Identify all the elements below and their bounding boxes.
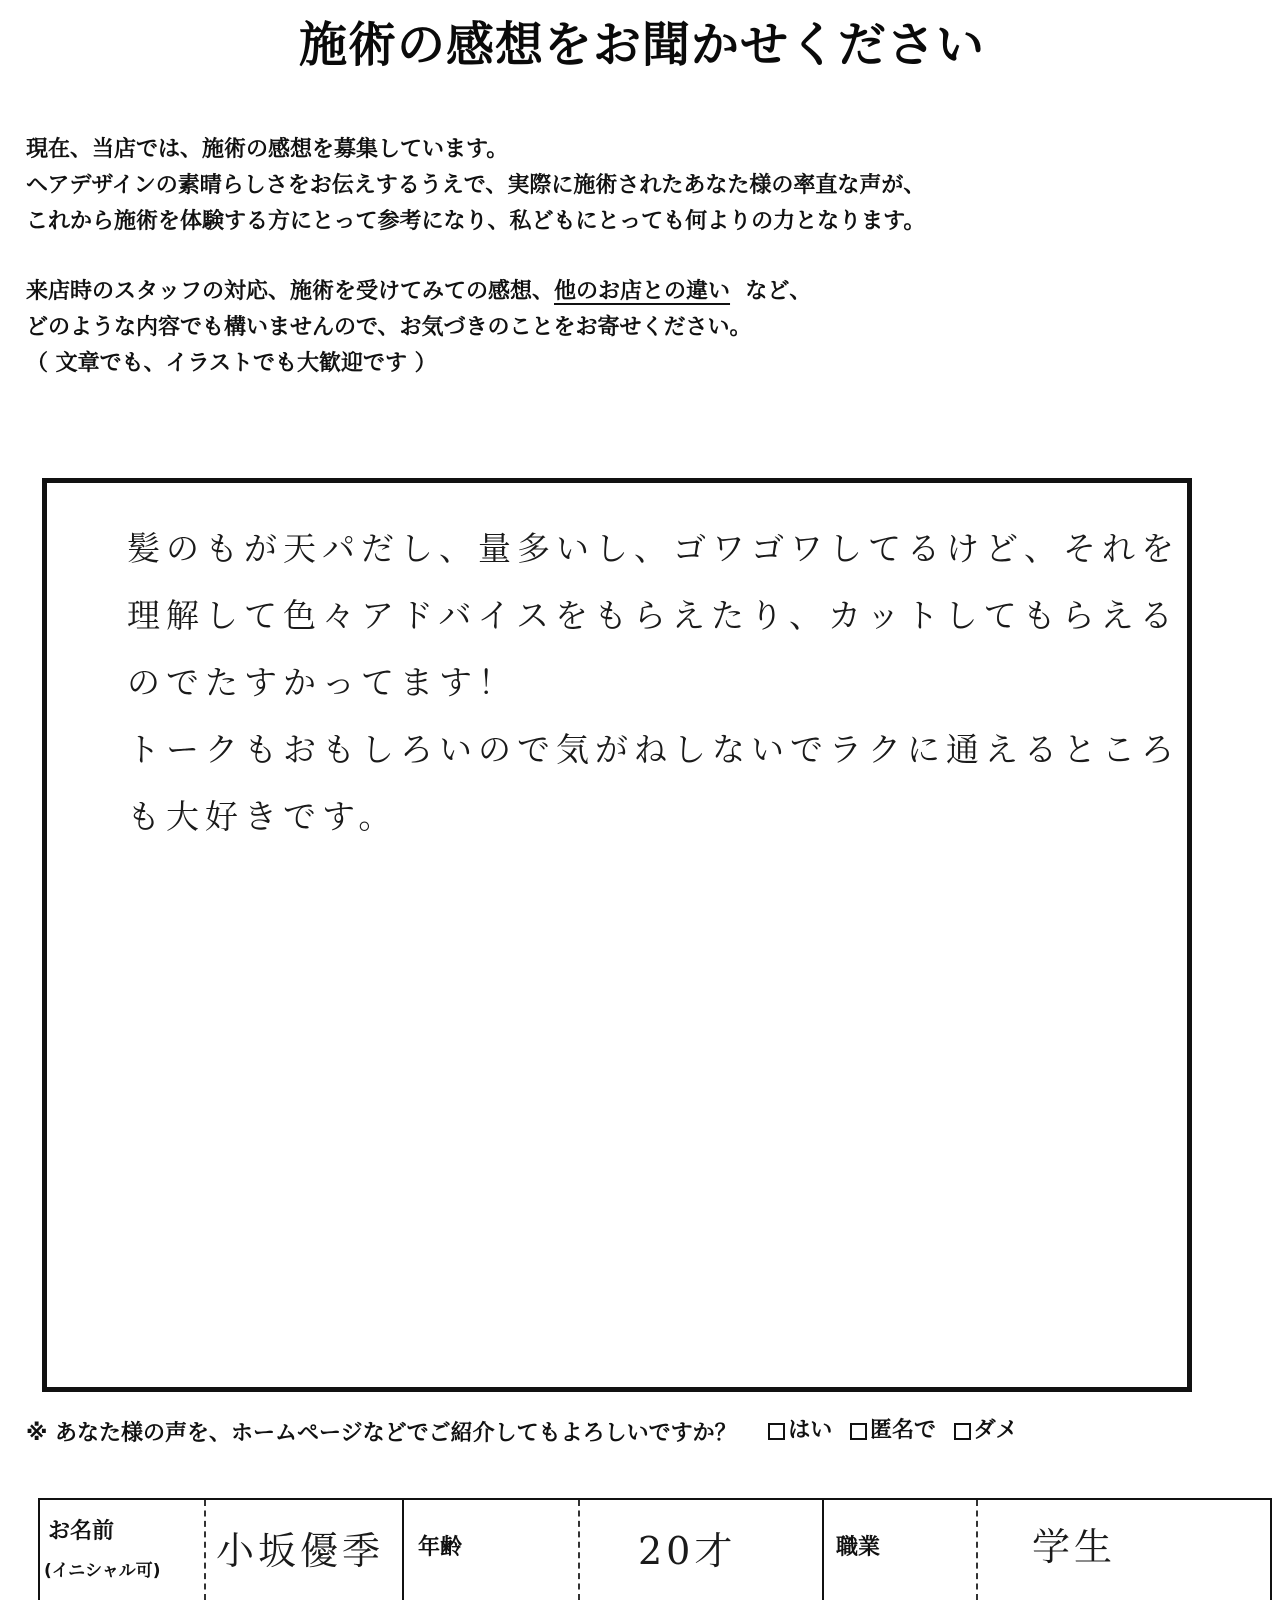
intro-line-4 [26,274,1266,310]
intro-line-3: これから施術を体験する方にとって参考になり、私どもにとっても何よりの力となります。 [26,209,926,234]
intro-text [26,132,1266,382]
option-anonymous[interactable] [850,1414,936,1448]
age-label: 年齢 [418,1535,463,1560]
comment-line-3: のでたすかってます！ [127,663,517,702]
name-value: 小坂優季 [216,1529,385,1573]
checkbox-yes[interactable] [768,1423,785,1440]
option-yes[interactable] [768,1414,832,1448]
intro-line-4-end: など、 [745,279,812,304]
comment-line-2: 理解して色々アドバイスをもらえたり、カットしてもらえる [127,596,1179,635]
job-value-cell[interactable] [978,1500,1270,1600]
comment-box[interactable] [42,478,1192,1392]
age-value: 20才 [638,1529,737,1573]
comment-line-1: 髪のもが天パだし、量多いし、ゴワゴワしてるけど、それを [127,529,1180,568]
permission-question-row [26,1414,1276,1451]
age-value-cell[interactable] [580,1500,824,1600]
job-label: 職業 [836,1535,881,1560]
info-table [38,1498,1272,1600]
option-no-label: ダメ [973,1418,1018,1443]
intro-line-6: （ 文章でも、イラストでも大歓迎です ） [26,351,437,376]
option-anonymous-label: 匿名で [869,1418,936,1443]
job-value: 学生 [1032,1525,1117,1569]
job-label-cell [824,1500,978,1600]
name-label-cell [40,1500,206,1600]
name-value-cell[interactable] [206,1500,404,1600]
permission-question: ※ あなた様の声を、ホームページなどでご紹介してもよろしいですか？ [26,1420,737,1446]
paragraph-gap [26,240,1266,274]
option-no[interactable] [954,1414,1018,1448]
intro-line-2: ヘアデザインの素晴らしさをお伝えするうえで、実際に施術されたあなた様の率直な声が、 [26,173,926,198]
intro-line-5: どのような内容でも構いませんので、お気づきのことをお寄せください。 [26,315,752,340]
checkbox-anonymous[interactable] [850,1423,867,1440]
name-sub-label: (イニシャル可) [44,1561,161,1581]
page-title: 施術の感想をお聞かせください [298,17,985,73]
intro-line-1: 現在、当店では、施術の感想を募集しています。 [26,137,509,162]
option-yes-label: はい [788,1418,833,1443]
age-label-cell [404,1500,580,1600]
comment-line-5: も大好きです。 [127,797,398,836]
intro-line-4-start: 来店時のスタッフの対応、施術を受けてみての感想、 [26,279,555,304]
handwritten-comment [127,515,1180,850]
comment-line-4: トークもおもしろいので気がねしないでラクに通えるところ [127,730,1180,769]
name-label: お名前 [48,1519,115,1544]
checkbox-no[interactable] [954,1423,971,1440]
underlined-phrase: 他のお店との違い [554,279,731,304]
